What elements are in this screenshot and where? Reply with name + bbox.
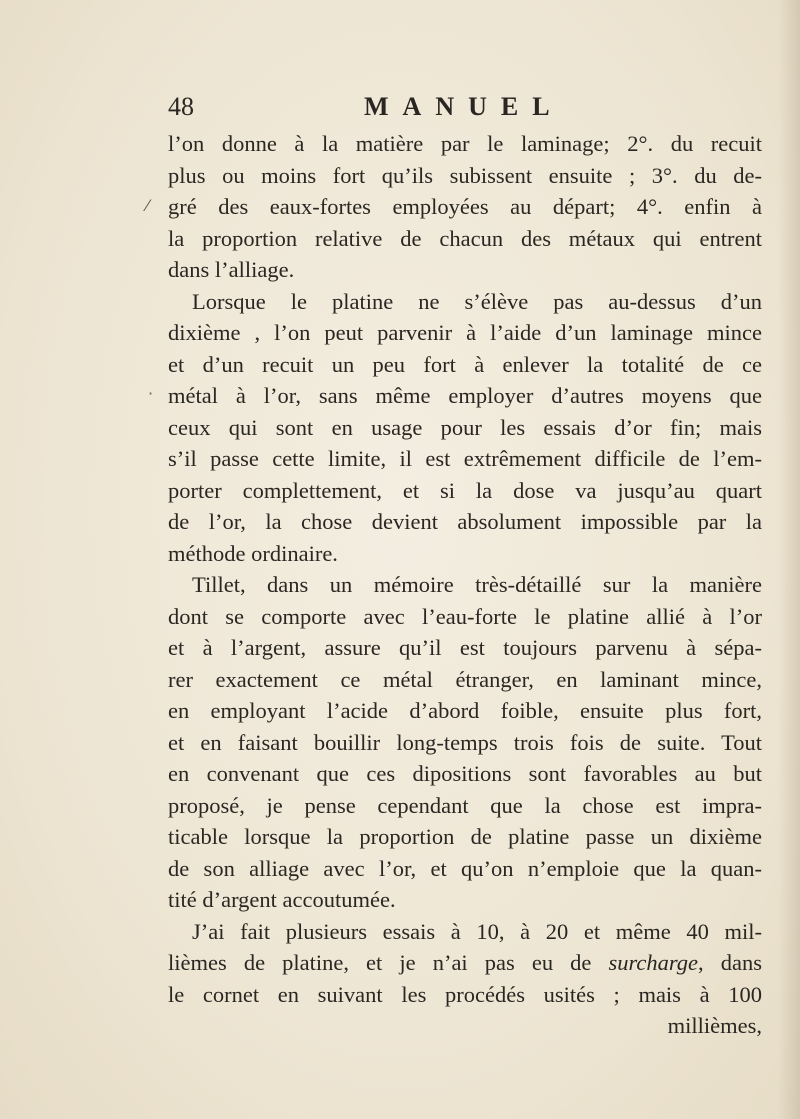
- catchword-line: millièmes,: [667, 1013, 762, 1038]
- text-line: porter complettement, et si la dose va jusqu’au quart: [168, 477, 762, 503]
- text-line: s’il passe cette limite, il est extrêmement difficile de l’em-: [168, 446, 762, 471]
- text-line: proposé, je pense cependant que la chose est impra-: [168, 792, 762, 818]
- text-line: la proportion relative de chacun des métaux qui entrent: [168, 225, 762, 251]
- margin-mark: ⁄: [146, 196, 149, 215]
- text-line: et à l’argent, assure qu’il est toujours parvenu à sépa-: [168, 635, 762, 660]
- text-line: dont se comporte avec l’eau-forte le platine allié à l’or: [168, 603, 762, 629]
- text-line: tité d’argent accoutumée.: [168, 887, 396, 912]
- text-line: dixième , l’on peut parvenir à l’aide d’un laminage mince: [168, 320, 762, 345]
- page-header: [168, 92, 762, 126]
- body-text: [168, 128, 762, 1042]
- text-line: méthode ordinaire.: [168, 540, 338, 566]
- text-line: le cornet en suivant les procédés usités ; mais à 100: [168, 981, 762, 1007]
- text-line: gré des eaux-fortes employées au départ; 4°. enfin à: [168, 194, 762, 219]
- text-line: dans l’alliage.: [168, 257, 295, 282]
- text-line: Lorsque le platine ne s’élève pas au-dessus d’un: [192, 288, 762, 314]
- text-line: [168, 947, 762, 979]
- text-line: rer exactement ce métal étranger, en laminant mince,: [168, 666, 762, 692]
- text-line: plus ou moins fort qu’ils subissent ensuite ; 3°. du de-: [168, 162, 762, 188]
- text-segment: lièmes de platine, et je n’ai pas eu de: [168, 950, 609, 975]
- text-line: J’ai fait plusieurs essais à 10, à 20 et même 40 mil-: [192, 918, 762, 944]
- text-line: ticable lorsque la proportion de platine passe un dixième: [168, 824, 762, 849]
- text-line: métal à l’or, sans même employer d’autres moyens que: [168, 383, 762, 408]
- text-line: et d’un recuit un peu fort à enlever la totalité de ce: [168, 351, 762, 377]
- text-line: ceux qui sont en usage pour les essais d’or fin; mais: [168, 414, 762, 440]
- text-line: l’on donne à la matière par le laminage; 2°. du recuit: [168, 131, 762, 156]
- running-head: MANUEL: [364, 92, 564, 121]
- text-line: de l’or, la chose devient absolument impossible par la: [168, 509, 762, 534]
- text-line: en employant l’acide d’abord foible, ensuite plus fort,: [168, 698, 762, 723]
- text-line: Tillet, dans un mémoire très-détaillé sur la manière: [192, 572, 762, 597]
- page-number: 48: [168, 92, 194, 121]
- margin-dot: ·: [148, 384, 154, 403]
- page-edge-shadow: [778, 0, 800, 1119]
- text-line: de son alliage avec l’or, et qu’on n’emploie que la quan-: [168, 855, 762, 881]
- italic-word: surcharge: [608, 950, 699, 975]
- text-line: et en faisant bouillir long-temps trois fois de suite. Tout: [168, 729, 762, 755]
- text-line: en convenant que ces dipositions sont favorables au but: [168, 761, 762, 786]
- text-segment: , dans: [698, 950, 762, 975]
